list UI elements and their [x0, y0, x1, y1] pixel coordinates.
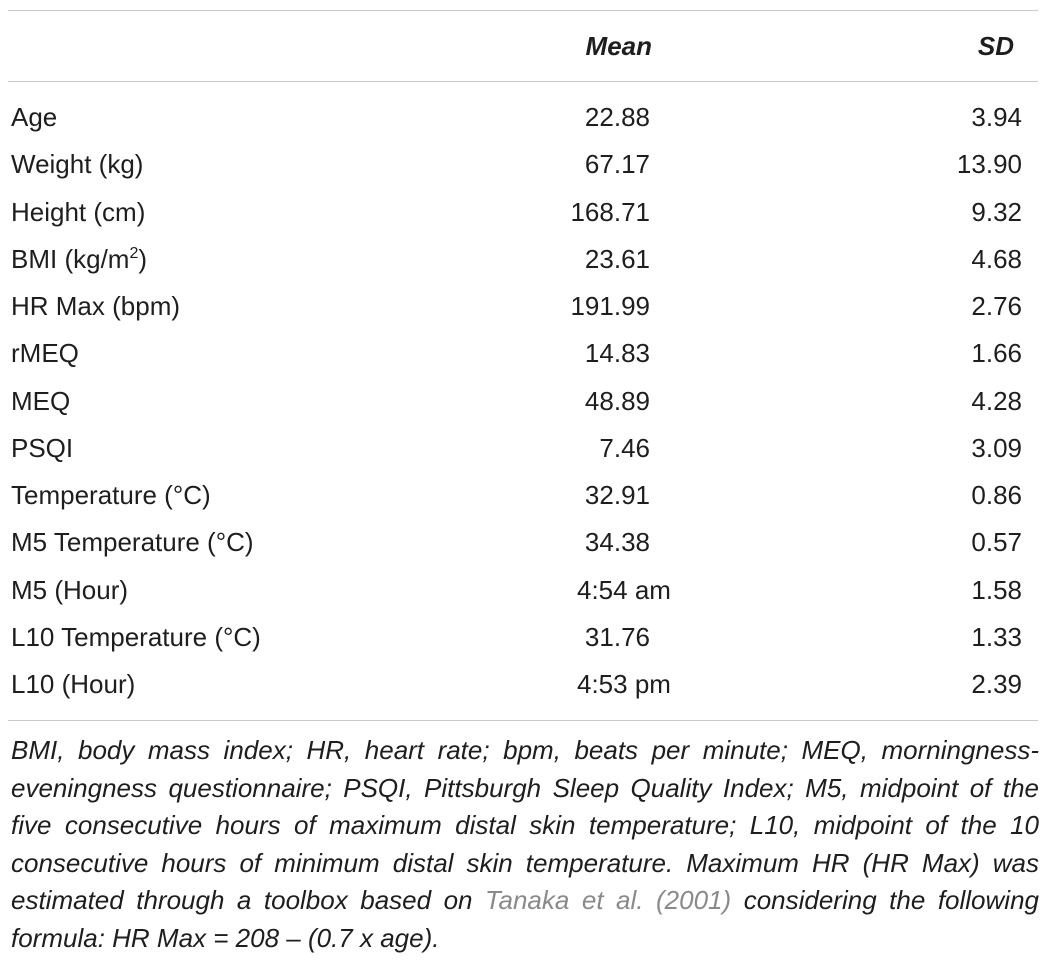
table-row	[0, 333, 1052, 380]
row-mean: 4:53 pm	[577, 669, 671, 699]
row-sd: 0.86	[971, 480, 1022, 510]
table-row	[0, 617, 1052, 664]
row-label: Temperature (°C)	[11, 480, 211, 510]
table-row	[0, 239, 1052, 286]
row-label: MEQ	[11, 385, 71, 416]
row-sd: 4.28	[971, 385, 1022, 416]
row-label: PSQI	[11, 432, 74, 463]
table-row	[0, 428, 1052, 475]
table-row	[0, 570, 1052, 617]
row-mean: 7.46	[599, 432, 650, 463]
row-sd: 3.94	[971, 102, 1022, 132]
row-label: rMEQ	[11, 338, 79, 369]
table-row	[0, 286, 1052, 333]
row-label: M5 (Hour)	[11, 574, 129, 605]
row-mean: 34.38	[584, 527, 650, 558]
bottom-rule	[8, 720, 1038, 721]
footnote-text: BMI, body mass index; HR, heart rate; bpm, beats per minute; MEQ, morningness-eveningness questionnaire; PSQI, Pittsburgh Sleep Quality Index; M5, midpoint of the five consecutive hours of maximum distal skin temperature; L10, midpoint of the 10 consecutive hours of minimum distal skin temperature. Maximum HR (HR Max) was estimated through a toolbox based on	[11, 735, 1039, 915]
row-sd: 2.76	[971, 291, 1022, 321]
row-label: L10 Temperature (°C)	[11, 621, 261, 652]
row-mean: 31.76	[584, 621, 650, 652]
row-mean: 23.61	[584, 243, 650, 274]
row-label: BMI $(kg/m^2)$	[11, 243, 148, 274]
row-label: M5 Temperature (°C)	[11, 527, 254, 558]
table-row	[0, 381, 1052, 428]
row-label: HR Max (bpm)	[11, 291, 181, 321]
row-sd: 1.58	[971, 574, 1022, 605]
row-mean: 4:54 am	[577, 574, 671, 605]
table-row	[0, 522, 1052, 569]
row-mean: 48.89	[584, 385, 650, 416]
row-mean: 32.91	[584, 480, 650, 510]
table-row	[0, 97, 1052, 144]
row-sd: 4.68	[971, 243, 1022, 274]
table-footnote	[11, 732, 1039, 957]
row-label: Weight (kg)	[11, 149, 144, 180]
superscript: 2	[129, 244, 139, 262]
row-sd: 2.39	[971, 669, 1022, 699]
table-row	[0, 192, 1052, 239]
row-sd: 9.32	[971, 196, 1022, 227]
table-row	[0, 664, 1052, 711]
column-header-mean: Mean	[585, 31, 652, 61]
footnote-text-end: considering the following formula: HR Max = 208 – (0.7 x age).	[11, 885, 1039, 953]
reference-link[interactable]: Tanaka et al. (2001)	[485, 885, 732, 915]
row-mean: 14.83	[584, 338, 650, 369]
table-row	[0, 144, 1052, 191]
row-label: Height (cm)	[11, 196, 146, 227]
top-rule	[8, 10, 1038, 11]
row-sd: 1.33	[971, 621, 1022, 652]
row-label: L10 (Hour)	[11, 669, 136, 699]
row-mean: 168.71	[570, 196, 650, 227]
row-mean: 191.99	[570, 291, 650, 321]
row-sd: 0.57	[971, 527, 1022, 558]
row-sd: 1.66	[971, 338, 1022, 369]
row-mean: 67.17	[584, 149, 650, 180]
header-rule	[8, 81, 1038, 82]
column-header-sd: SD	[977, 31, 1014, 61]
table-body	[0, 97, 1052, 711]
row-sd: 13.90	[956, 149, 1022, 180]
row-sd: 3.09	[971, 432, 1022, 463]
row-label: Age	[11, 102, 58, 132]
table-row	[0, 475, 1052, 522]
row-mean: 22.88	[584, 102, 650, 132]
